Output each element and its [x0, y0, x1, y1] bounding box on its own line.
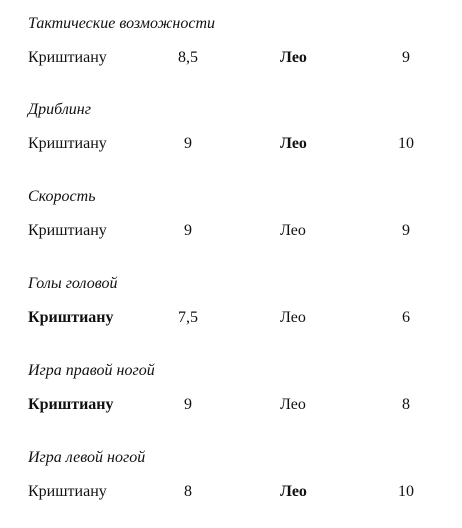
- comparison-section-right-foot: [0, 361, 462, 441]
- comparison-section-headers: [0, 274, 462, 354]
- player-b-score: 8: [402, 396, 410, 413]
- player-b-score: 10: [398, 135, 414, 152]
- player-a-name: Криштиану: [28, 309, 114, 326]
- player-b-name: Лео: [280, 222, 306, 239]
- player-b-name: Лео: [280, 49, 307, 66]
- player-b-name: Лео: [280, 396, 306, 413]
- comparison-row: [0, 47, 462, 69]
- player-a-score: 7,5: [178, 309, 198, 326]
- player-b-name: Лео: [280, 309, 306, 326]
- player-a-score: 9: [184, 396, 192, 413]
- comparison-section-left-foot: [0, 448, 462, 528]
- player-b-score: 10: [398, 483, 414, 500]
- comparison-section-tactics: [0, 14, 462, 94]
- comparison-row: [0, 307, 462, 329]
- player-a-name: Криштиану: [28, 49, 107, 66]
- player-a-name: Криштиану: [28, 222, 107, 239]
- player-b-score: 9: [402, 49, 410, 66]
- category-title: Дриблинг: [28, 101, 91, 118]
- player-b-name: Лео: [280, 483, 307, 500]
- player-a-name: Криштиану: [28, 135, 107, 152]
- comparison-row: [0, 133, 462, 155]
- player-b-name: Лео: [280, 135, 307, 152]
- category-title: Голы головой: [28, 275, 118, 292]
- player-b-score: 9: [402, 222, 410, 239]
- player-a-name: Криштиану: [28, 483, 107, 500]
- comparison-row: [0, 481, 462, 503]
- player-b-score: 6: [402, 309, 410, 326]
- category-title: Игра левой ногой: [28, 449, 146, 466]
- comparison-section-speed: [0, 187, 462, 267]
- category-title: Игра правой ногой: [28, 362, 155, 379]
- player-a-name: Криштиану: [28, 396, 114, 413]
- category-title: Тактические возможности: [28, 15, 216, 32]
- player-a-score: 9: [184, 135, 192, 152]
- comparison-section-dribbling: [0, 100, 462, 180]
- player-a-score: 8: [184, 483, 192, 500]
- player-a-score: 9: [184, 222, 192, 239]
- player-a-score: 8,5: [178, 49, 198, 66]
- comparison-row: [0, 394, 462, 416]
- category-title: Скорость: [28, 188, 96, 205]
- comparison-row: [0, 220, 462, 242]
